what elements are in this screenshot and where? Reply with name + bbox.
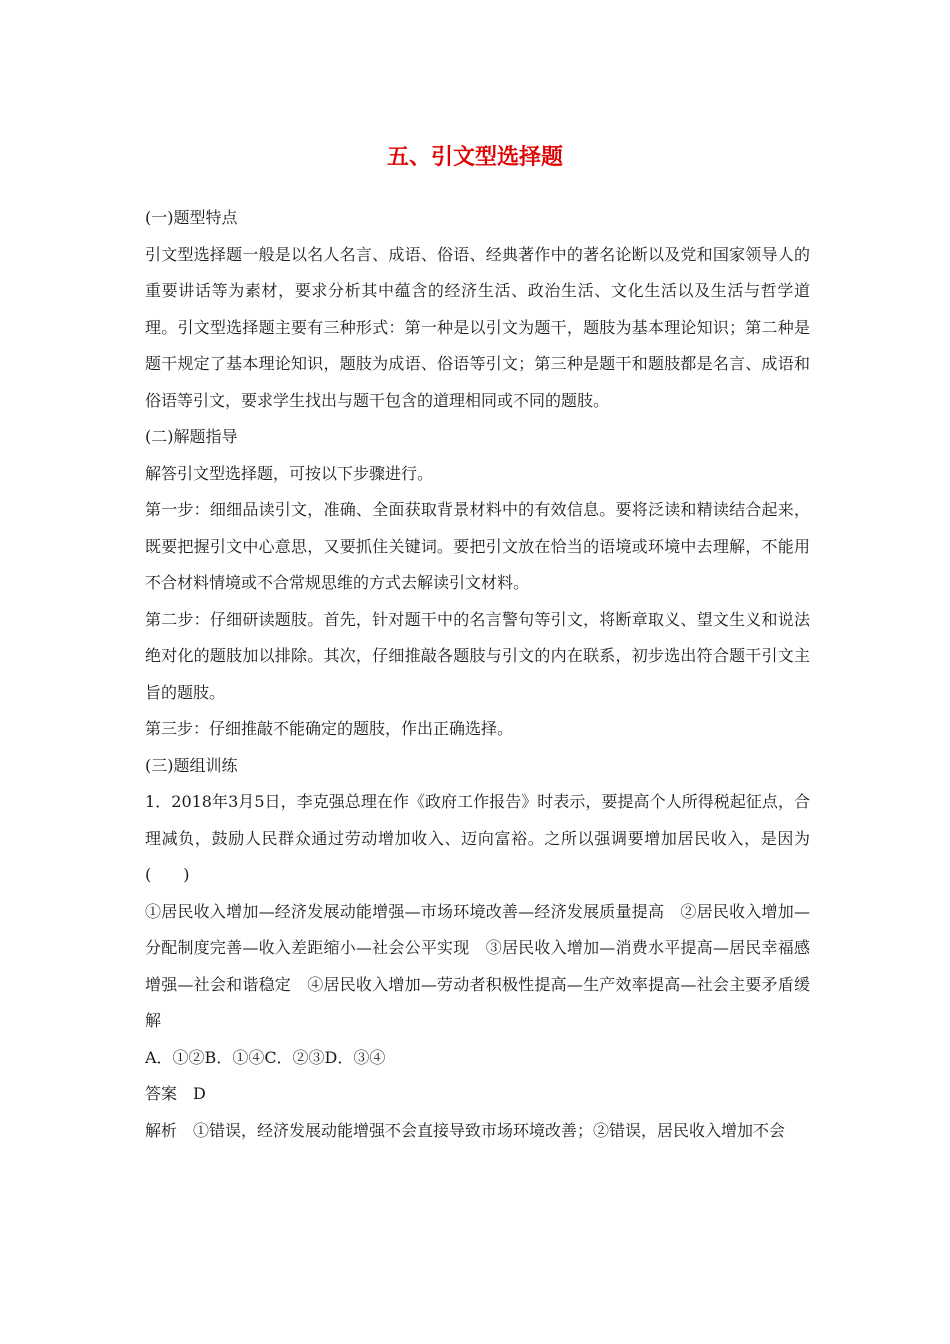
step-three-paragraph: 第三步：仔细推敲不能确定的题肢，作出正确选择。 <box>145 719 514 738</box>
document-body <box>145 200 810 1149</box>
features-paragraph: 引文型选择题一般是以名人名言、成语、俗语、经典著作中的著名论断以及党和国家领导人的重要讲话等为素材，要求分析其中蕴含的经济生活、政治生活、文化生活以及生活与哲学道理。引文型选择题主要有三种形式：第一种是以引文为题干，题肢为基本理论知识；第二种是题干规定了基本理论知识，题肢为成语、俗语等引文；第三种是题干和题肢都是名言、成语和俗语等引文，要求学生找出与题干包含的道理相同或不同的题肢。 <box>145 244 810 410</box>
step-one-paragraph: 第一步：细细品读引文，准确、全面获取背景材料中的有效信息。要将泛读和精读结合起来，既要把握引文中心意思，又要抓住关键词。要把引文放在恰当的语境或环境中去理解，不能用不合材料情境或不合常规思维的方式去解读引文材料。 <box>145 500 810 592</box>
question-1-stem: 1．2018年3月5日，李克强总理在作《政府工作报告》时表示，要提高个人所得税起征点，合理减负，鼓励人民群众通过劳动增加收入、迈向富裕。之所以强调要增加居民收入，是因为( ) <box>145 792 810 884</box>
section-heading-practice: (三)题组训练 <box>145 755 238 775</box>
step-two-paragraph: 第二步：仔细研读题肢。首先，针对题干中的名言警句等引文，将断章取义、望文生义和说法绝对化的题肢加以排除。其次，仔细推敲各题肢与引文的内在联系，初步选出符合题干引文主旨的题肢。 <box>145 609 810 702</box>
question-1-analysis: 解析 ①错误，经济发展动能增强不会直接导致市场环境改善；②错误，居民收入增加不会 <box>145 1120 786 1140</box>
question-1-items: ①居民收入增加—经济发展动能增强—市场环境改善—经济发展质量提高 ②居民收入增加—分配制度完善—收入差距缩小—社会公平实现 ③居民收入增加—消费水平提高—居民幸福感增强—社会和谐稳定 ④居民收入增加—劳动者积极性提高—生产效率提高—社会主要矛盾缓解 <box>145 901 810 1030</box>
question-1-options: A．①②B．①④C．②③D．③④ <box>145 1047 386 1067</box>
section-heading-features: (一)题型特点 <box>145 208 238 227</box>
guidance-intro: 解答引文型选择题，可按以下步骤进行。 <box>145 463 434 483</box>
section-heading-guidance: (二)解题指导 <box>145 427 238 446</box>
page-title: 五、引文型选择题 <box>386 145 563 170</box>
question-1-answer: 答案 D <box>145 1084 206 1103</box>
